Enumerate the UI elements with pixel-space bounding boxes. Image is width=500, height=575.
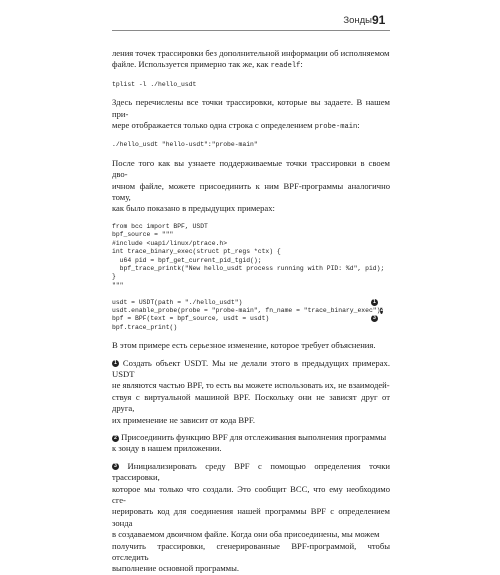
- note-1: [112, 358, 390, 426]
- code-line: bpf_source = """: [112, 231, 174, 239]
- text-line: которое мы только что создали. Это сообщит BCC, что ему необходимо сге-: [112, 483, 390, 506]
- note-2: [112, 432, 390, 455]
- text-line: В этом примере есть серьезное изменение, которое требует объяснения.: [112, 340, 376, 351]
- code-line-marked: [112, 315, 378, 323]
- code-line: """: [112, 281, 124, 289]
- text-line: выполнение основной программы.: [112, 563, 240, 574]
- code-line: #include <uapi/linux/ptrace.h>: [112, 239, 228, 247]
- callout-marker-3: 3: [371, 315, 378, 322]
- paragraph-intro: [112, 48, 390, 73]
- paragraph-attach: [112, 158, 390, 215]
- text-line: ичном файле, можете присоединить к ним BPF-программы аналогично тому,: [112, 180, 390, 203]
- command-tplist: tplist -l ./hello_usdt: [112, 80, 197, 88]
- code-line: u64 pid = bpf_get_current_pid_tgid();: [112, 256, 262, 264]
- note-3: [112, 461, 390, 575]
- page-header: [0, 12, 500, 30]
- text-line: После того как вы узнаете поддерживаемые точки трассировки в своем дво-: [112, 157, 390, 180]
- code-line: int trace_binary_exec(struct pt_regs *ctx) {: [112, 248, 281, 256]
- paragraph-change: [112, 340, 390, 351]
- text-line: мере отображается только одна строка с определением probe-main:: [112, 120, 360, 132]
- command-output: ./hello_usdt "hello-usdt":"probe-main": [112, 141, 258, 149]
- callout-marker-1: 1: [112, 360, 119, 367]
- text-line: 1 Создать объект USDT. Мы не делали этого в предыдущих примерах. USDT: [112, 357, 390, 379]
- text-line: 3 Инициализировать среду BPF с помощью определения точки трассировки,: [112, 460, 390, 483]
- text-line: к зонду в нашем приложении.: [112, 443, 222, 454]
- text-line: 2 Присоединить функцию BPF для отслеживания выполнения программы: [112, 432, 390, 443]
- text-line: как было показано в предыдущих примерах:: [112, 203, 275, 214]
- code-line: from bcc import BPF, USDT: [112, 222, 208, 230]
- callout-marker-2: 2: [112, 435, 119, 442]
- code-listing: [112, 223, 390, 332]
- header-rule: [112, 30, 390, 31]
- text-line: получить трассировки, сгенерированные BPF-программой, чтобы отследить: [112, 540, 390, 563]
- page-content: [112, 48, 390, 575]
- text-line: нерировать код для соединения нашей программы BPF с определением зонда: [112, 506, 390, 528]
- text-line: в создаваемом двоичном файле. Когда они оба присоединены, мы можем: [112, 529, 380, 540]
- code-line: }: [112, 273, 116, 281]
- code-line: bpf_trace_printk("New hello_usdt process running with PID: %d", pid);: [112, 264, 385, 272]
- text-line: ления точек трассировки без дополнительной информации об исполняемом: [112, 48, 390, 58]
- callout-marker-3: 3: [112, 463, 119, 470]
- code-line: bpf.trace_print(): [112, 323, 178, 331]
- inline-code: readelf: [270, 62, 301, 71]
- text-line: не являются частью BPF, то есть вы можете использовать их, не взаимодей-: [112, 380, 390, 391]
- code-line-marked: [112, 306, 384, 315]
- code-line-marked: [112, 299, 378, 307]
- code-line: bpf = BPF(text = bpf_source, usdt = usdt): [112, 315, 270, 323]
- text-line: ствуя с виртуальной машиной BPF. Поскольку они не зависят друг от друга,: [112, 391, 390, 414]
- text-line: их применение не зависит от кода BPF.: [112, 414, 256, 425]
- code-line: [112, 290, 390, 298]
- page-number: 91: [372, 13, 386, 27]
- text-line: Здесь перечислены все точки трассировки, которые вы задаете. В нашем при-: [112, 97, 390, 119]
- code-line: usdt.enable_probe(probe = "probe-main", fn_name = "trace_binary_exec"): [112, 306, 381, 314]
- text-line: файле. Используется примерно так же, как readelf:: [112, 59, 303, 71]
- code-line: usdt = USDT(path = "./hello_usdt"): [112, 298, 243, 306]
- paragraph-tracepoints: [112, 97, 390, 133]
- callout-marker-1: 1: [371, 299, 378, 306]
- inline-code: probe-main: [314, 123, 358, 132]
- callout-marker-2: 2: [380, 306, 384, 313]
- section-title: Зонды: [343, 15, 372, 26]
